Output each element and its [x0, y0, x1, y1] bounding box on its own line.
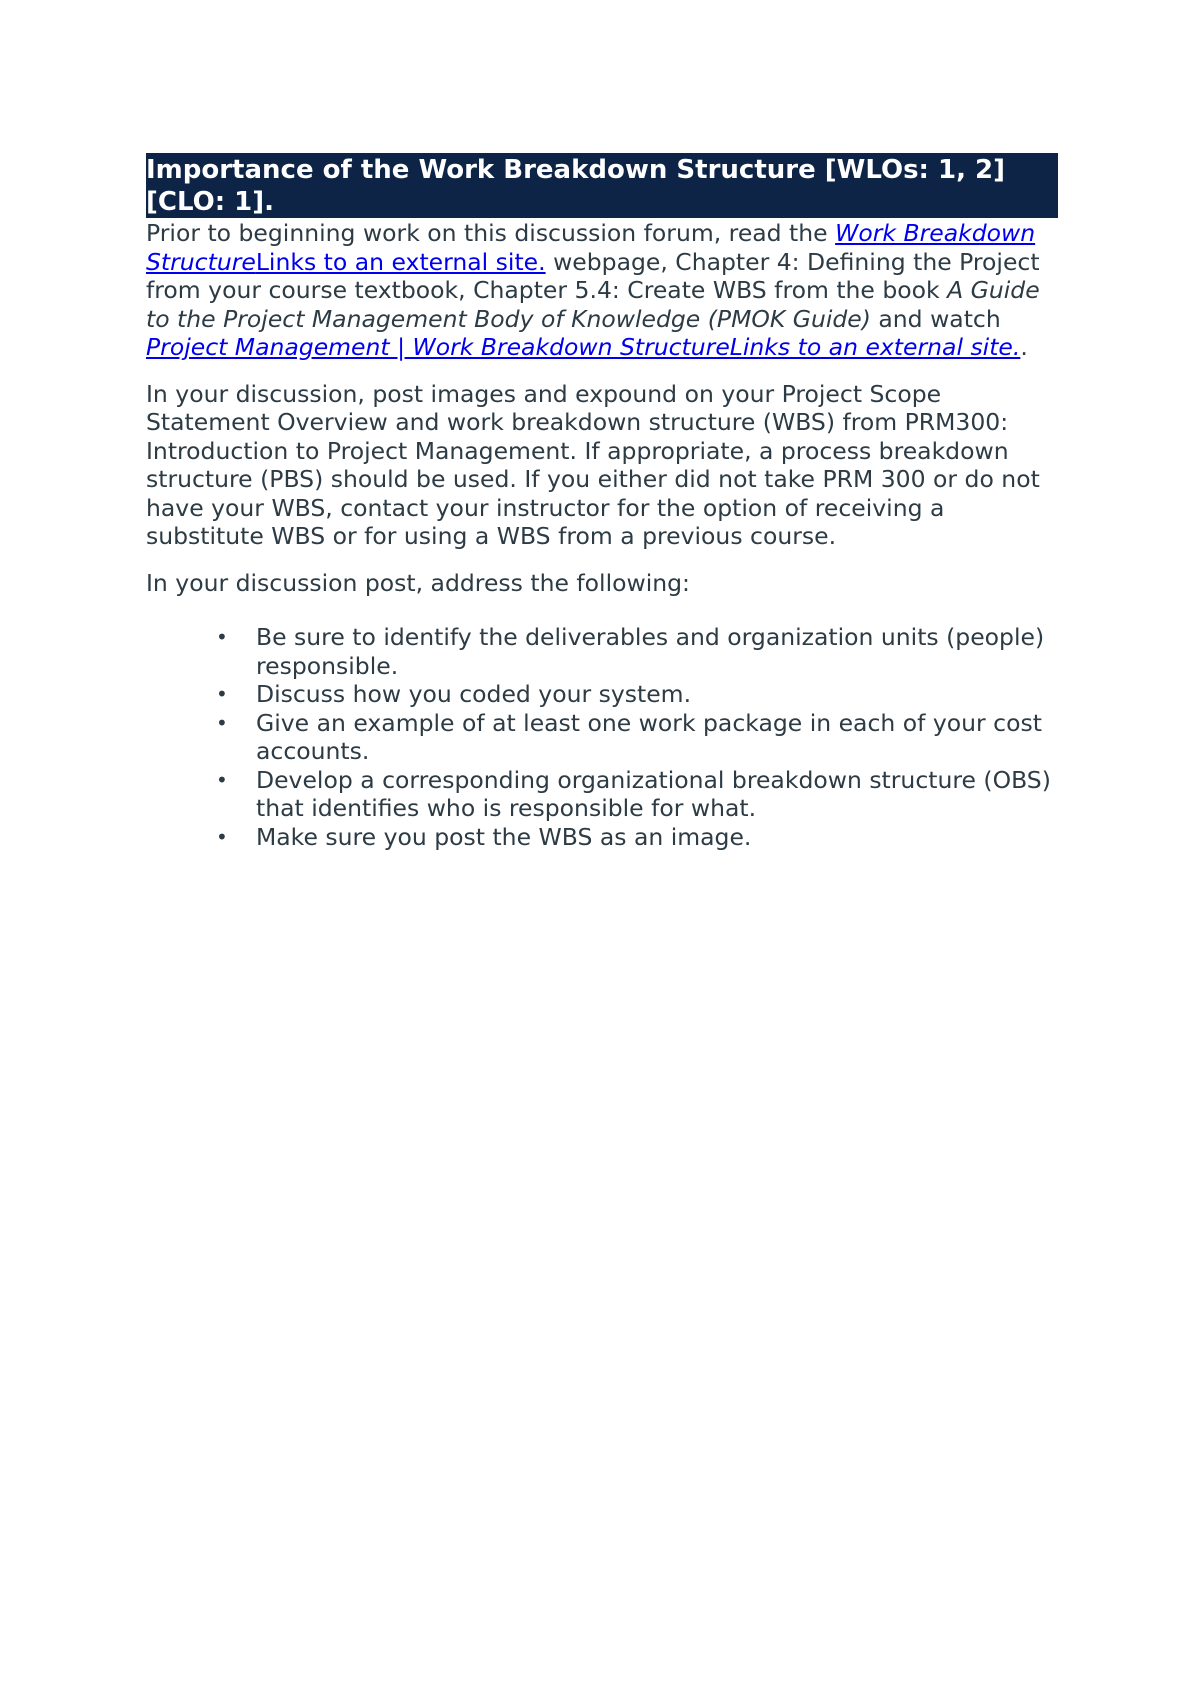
requirements-list	[146, 623, 1058, 851]
intro-text-1: Prior to beginning work on this discussion forum, read the	[146, 219, 836, 247]
list-item-text: Develop a corresponding organizational breakdown structure (OBS) that identifies who is responsible for what.	[256, 765, 1051, 822]
address-following-paragraph: In your discussion post, address the following:	[146, 568, 690, 597]
list-item-text: Be sure to identify the deliverables and organization units (people) responsible.	[256, 623, 1045, 680]
section-heading: Importance of the Work Breakdown Structure [WLOs: 1, 2] [CLO: 1].	[146, 153, 1058, 218]
external-link-note: Links to an external site.	[255, 247, 546, 276]
intro-text-3: and watch	[870, 304, 1001, 333]
list-item	[216, 623, 1058, 680]
list-item-text: Discuss how you coded your system.	[256, 680, 692, 708]
list-item	[216, 822, 1058, 852]
intro-text-2: webpage, Chapter 4: Defining the Project from your course textbook, Chapter 5.4: Create WBS from the book	[146, 247, 1040, 304]
intro-paragraph	[146, 219, 1058, 362]
intro-text-4: .	[1020, 333, 1028, 361]
project-management-video-link[interactable]: Project Management | Work Breakdown StructureLinks to an external site.	[146, 333, 1021, 361]
bullet-icon: •	[216, 682, 228, 706]
list-item	[216, 765, 1058, 823]
discussion-instructions-paragraph: In your discussion, post images and expound on your Project Scope Statement Overview and work breakdown structure (WBS) from PRM300: Introduction to Project Management. If appropriate, a process breakdown structure (PBS) should be used. If you either did not take PRM 300 or do not have your WBS, contact your instructor for the option of receiving a substitute WBS or for using a WBS from a previous course.	[146, 379, 1040, 550]
document-page	[146, 153, 1058, 851]
bullet-icon: •	[216, 710, 228, 735]
list-item-text: Make sure you post the WBS as an image.	[256, 822, 752, 851]
list-item	[216, 708, 1058, 766]
book-title: A Guide to the Project Management Body of Knowledge (PMOK Guide)	[146, 276, 1040, 333]
list-item-text: Give an example of at least one work package in each of your cost accounts.	[256, 708, 1042, 765]
bullet-icon: •	[216, 625, 228, 649]
link-title: Work Breakdown Structure	[146, 219, 1036, 276]
bullet-icon: •	[216, 767, 228, 792]
list-item	[216, 680, 1058, 709]
bullet-icon: •	[216, 824, 228, 849]
